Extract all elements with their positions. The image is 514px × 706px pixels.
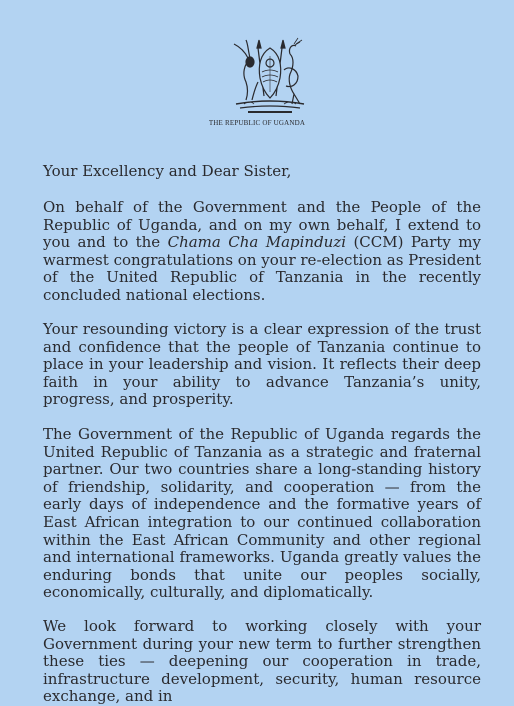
letterhead-republic: THE REPUBLIC OF UGANDA	[208, 119, 306, 127]
paragraph-cooperation: We look forward to working closely with your Government during your new term to further strengthen these ties — deepening our cooperation in trade, infrastructure development, security, human resource exchange, and in	[43, 617, 481, 706]
party-name: Chama Cha Mapinduzi	[167, 233, 347, 252]
salutation: Your Excellency and Dear Sister,	[43, 162, 292, 180]
paragraph-victory: Your resounding victory is a clear expression of the trust and confidence that the people of Tanzania continue to place in your leadership and vision. It reflects their deep faith in your ability to advance Tanzania’s unity, progress, and prosperity.	[43, 320, 481, 409]
uganda-coat-of-arms-icon	[224, 34, 316, 118]
paragraph-partnership: The Government of the Republic of Uganda regards the United Republic of Tanzania as a strategic and fraternal partner. Our two countries share a long-standing history of friendship, solidarity, and cooperation — from the early days of independence and the formative years of East African integration to our continued collaboration within the East African Community and other regional and international frameworks. Uganda greatly values the enduring bonds that unite our peoples socially, economically, culturally, and diplomatically.	[43, 425, 481, 602]
paragraph-congratulations-rest: (CCM) Party my warmest congratulations on your re-election as President of the United Republic of Tanzania in the recently concluded national elections.	[43, 233, 481, 304]
paragraph-congratulations	[43, 199, 481, 305]
paragraph-congratulations-text: On behalf of the Government and the People of the Republic of Uganda, and on my own behalf, I extend to you and to the	[43, 198, 481, 252]
